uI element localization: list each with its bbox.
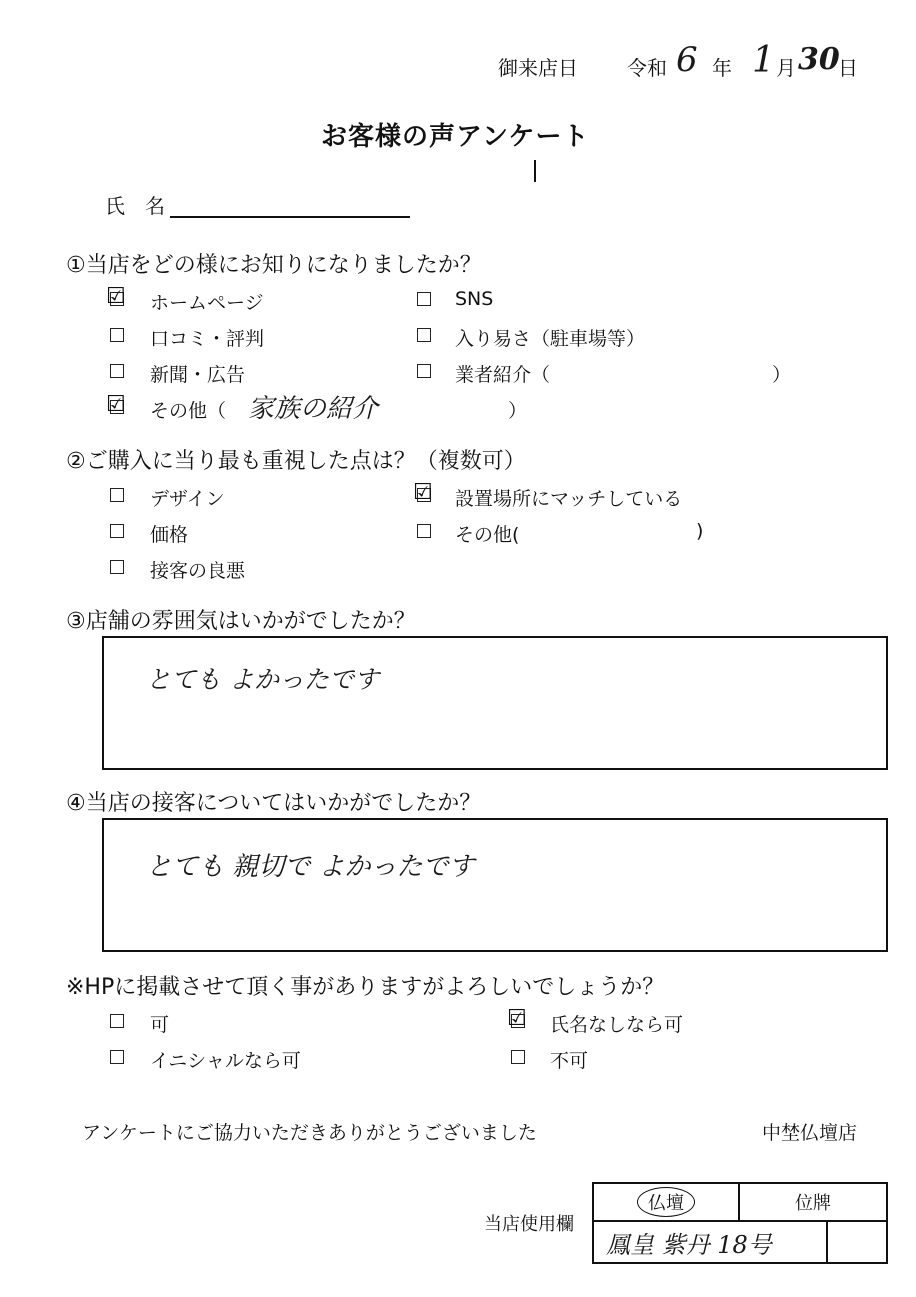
q2-checkbox-price[interactable] xyxy=(110,524,124,538)
q1-option-accessibility: 入り易さ（駐車場等） xyxy=(455,328,646,350)
hp-option-not-allowed: 不可 xyxy=(550,1050,589,1072)
q2-option-placement: 設置場所にマッチしている xyxy=(455,488,683,510)
q4-answer: とても 親切で よかったです xyxy=(146,852,475,882)
q1-option-sns: SNS xyxy=(455,288,494,310)
q1-checkbox-referral[interactable] xyxy=(417,364,431,378)
month-unit: 月 xyxy=(776,56,796,80)
check-mark-icon: ☑ xyxy=(413,480,433,505)
q1-checkbox-newspaper[interactable] xyxy=(110,364,124,378)
era-label: 令和 xyxy=(627,56,667,80)
stray-mark xyxy=(534,160,536,182)
check-mark-icon: ☑ xyxy=(106,392,126,417)
thanks-message: アンケートにご協力いただきありがとうございました xyxy=(82,1122,537,1144)
visit-date-label: 御来店日 xyxy=(498,56,578,80)
hp-question: ※HPに掲載させて頂く事がありますがよろしいでしょうか？ xyxy=(66,975,665,1000)
hp-option-anonymous: 氏名なしなら可 xyxy=(550,1014,684,1036)
q1-checkbox-word-of-mouth[interactable] xyxy=(110,328,124,342)
q2-option-other: その他( xyxy=(455,524,520,546)
q1-option-referral: 業者紹介（ xyxy=(455,364,551,386)
q1-option-newspaper: 新聞・広告 xyxy=(150,364,246,386)
day-value: 30 xyxy=(798,42,840,77)
q1-option-homepage: ホームページ xyxy=(150,292,264,314)
hp-checkbox-not-allowed[interactable] xyxy=(511,1050,525,1064)
q2-option-design: デザイン xyxy=(150,488,225,510)
q2-option-price: 価格 xyxy=(150,524,189,546)
store-use-table xyxy=(592,1182,888,1264)
store-use-col1 xyxy=(593,1183,739,1221)
survey-title: お客様の声アンケート xyxy=(321,122,590,152)
q2-question: ②ご購入に当り最も重視した点は？（複数可） xyxy=(66,449,526,474)
q2-option-service: 接客の良悪 xyxy=(150,560,246,582)
hp-option-initials: イニシャルなら可 xyxy=(150,1050,301,1072)
name-label: 氏 名 xyxy=(105,194,165,218)
hp-option-allowed: 可 xyxy=(150,1014,170,1036)
q1-option-word-of-mouth: 口コミ・評判 xyxy=(150,328,265,350)
hp-checkbox-allowed[interactable] xyxy=(110,1014,124,1028)
q2-checkbox-design[interactable] xyxy=(110,488,124,502)
store-use-label: 当店使用欄 xyxy=(484,1214,574,1235)
q1-referral-close-paren: ） xyxy=(772,364,792,386)
q1-checkbox-accessibility[interactable] xyxy=(417,328,431,342)
store-use-blank-cell xyxy=(827,1221,887,1263)
q3-question: ③店舗の雰囲気はいかがでしたか？ xyxy=(66,609,416,634)
year-value: 6 xyxy=(676,40,698,80)
q3-answer-box[interactable] xyxy=(102,636,888,770)
q2-other-close-paren: ) xyxy=(696,520,704,542)
hp-checkbox-initials[interactable] xyxy=(110,1050,124,1064)
q1-other-answer: 家族の紹介 xyxy=(248,394,379,424)
check-mark-icon: ☑ xyxy=(106,284,126,309)
store-use-value: 鳳皇 紫丹 18号 xyxy=(593,1221,827,1263)
q4-answer-box[interactable] xyxy=(102,818,888,952)
q1-other-close-paren: ） xyxy=(508,400,528,422)
q4-question: ④当店の接客についてはいかがでしたか？ xyxy=(66,791,482,816)
q2-checkbox-other[interactable] xyxy=(417,524,431,538)
circled-label: 仏壇 xyxy=(637,1187,695,1217)
store-name: 中埜仏壇店 xyxy=(762,1122,858,1144)
q3-answer: とても よかったです xyxy=(146,665,379,694)
day-unit: 日 xyxy=(838,56,858,80)
month-value: 1 xyxy=(752,40,775,81)
q1-checkbox-sns[interactable] xyxy=(417,292,431,306)
store-use-col2: 位牌 xyxy=(739,1183,887,1221)
q1-question: ①当店をどの様にお知りになりましたか？ xyxy=(66,253,482,278)
check-mark-icon: ☑ xyxy=(507,1006,527,1031)
q1-option-other: その他（ xyxy=(150,400,227,422)
year-unit: 年 xyxy=(712,56,732,80)
q2-checkbox-service[interactable] xyxy=(110,560,124,574)
name-underline xyxy=(170,216,410,218)
